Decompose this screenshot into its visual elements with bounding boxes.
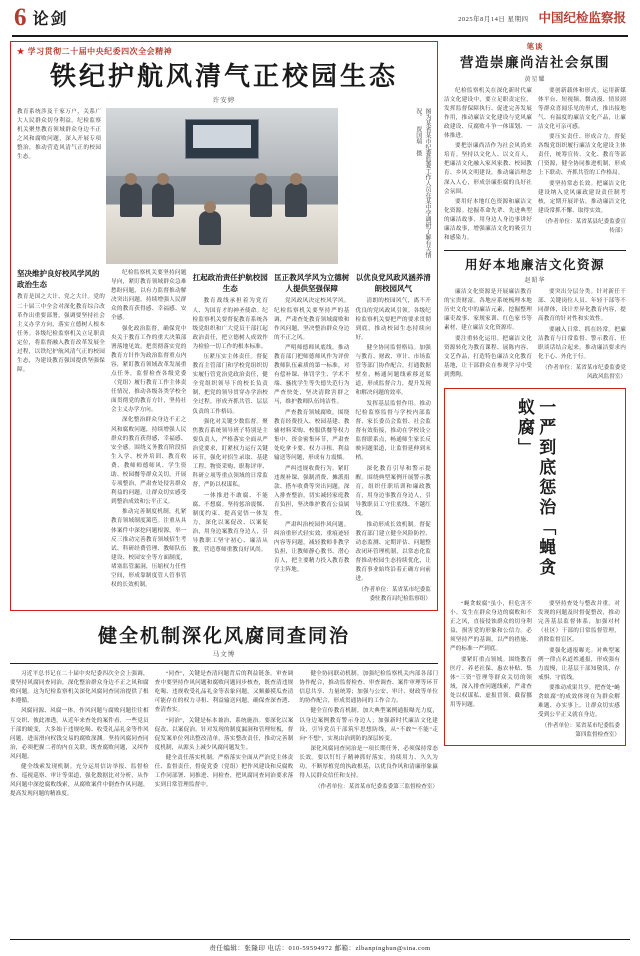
right-a3-title-wrap <box>450 394 620 600</box>
page-number: 6 <box>14 3 27 31</box>
paragraph: 严肃纠治校园作风问题。纠治重形式轻实效、重痕迹轻内容等问题，减轻教师非教学负担，让教师静心教书、潜心育人，把主要精力投入教育教学主阵地。 <box>274 521 350 573</box>
page-body <box>10 41 630 931</box>
paragraph: “蝇贪蚁腐”虽小，但危害不小。发生在群众身边的腐败和不正之风，直接侵蚀群众的切身利益，损害党的形象和公信力。必须坚持严的基调，以严的措施、严的标准一严到底。 <box>450 600 532 653</box>
paragraph: “同治”，关键是标本兼治、系统施治。要深化以案促改、以案促治，针对发现的制度漏洞和管理短板，督促发案单位列出整改清单，落实整改责任，推动完善制度机制，从源头上减少风腐问题发生。 <box>154 717 294 751</box>
paragraph: 要注重转化运用。把廉洁文化资源转化为教育课程、展陈内容、文艺作品，打造特色廉洁文化教育基地，让干部群众在参观学习中受到熏陶。 <box>444 335 532 379</box>
right-a1-columns <box>444 87 626 245</box>
lead-photo-caption: 教育系统涉及千家万户，关系广大人民群众切身利益。纪检监察机关聚焦教育领域群众身边不正之风和腐败问题，深入开展专项整治，推动营造风清气正的校园生态。 <box>17 108 102 160</box>
paragraph: 要强化通报曝光。对典型案例一律点名道姓通报，形成强有力震慢，让基层干部知敬畏、存戒惧、守底线。 <box>538 647 620 681</box>
paragraph: 一体推进不敢腐、不能腐、不想腐。坚持惩治震慑、制度约束、提高觉悟一体发力，深化以案促改、以案促治，用身边案教育身边人，引导教职工坚守初心、廉洁从教，营造尊师重教良好风尚。 <box>192 492 268 554</box>
paragraph: 健全线索发现机制。充分运用信访举报、监督检查、巡视巡察、审计等渠道，强化数据比对分析，从作风问题中深挖腐败线索，从腐败案件中倒查作风问题，提高发现问题的精准度。 <box>10 764 149 798</box>
paragraph: 严明师德师风底线。推动教育部门把师德师风作为评价教师队伍素质的第一标准，对有偿补课、体罚学生、学术不端、骚扰学生等失德失范行为严查快处，坚决清除害群之马，维护教师队伍纯洁性。 <box>274 345 350 406</box>
right-a2-col-2 <box>538 288 626 382</box>
paragraph: 风腐同源、风腐一体，作风问题与腐败问题往往相互交织、彼此渗透。从近年来查处的案件看，一些党员干部的蜕变，大多始于违规吃喝、收受礼品礼金等作风问题，进而滑向权钱交易的腐败深渊。坚持风腐同查同治，必须把握二者的内在关联，既查腐败问题，又纠作风问题。 <box>10 708 149 760</box>
lead-kicker <box>17 46 431 57</box>
paragraph: 健全协同监督格局。加强与教育、财政、审计、市场监管等部门协作配合，打通数据壁垒，畅通问题线索移送渠道，形成监督合力，提升发现和解决问题的效率。 <box>355 345 431 397</box>
paragraph: 发挥基层监督作用。推动纪检监察监督与学校内部监督、家长委员会监督、社会监督有效衔接，推动在学校设立监督联系点，畅通师生家长反映问题渠道，让监督延伸到末梢。 <box>355 400 431 462</box>
paragraph: 健全宣传教育机制。加大典型案例通报曝光力度，以身边案例教育警示身边人；加强新时代廉洁文化建设，引导党员干部筑牢思想防线，从“不敢”“不能”走向“不想”，实现由治到防的深层转变。 <box>299 708 439 742</box>
publication-date: 2025年8月14日 星期四 <box>458 16 529 23</box>
paragraph: 习近平总书记在二十届中央纪委四次全会上强调，要坚持风腐同查同治，深化整治群众身边不正之风和腐败问题。这为纪检监察机关深化风腐同查同治提供了根本遵循。 <box>10 670 149 704</box>
essay-label <box>444 41 626 52</box>
right-a3-col-2 <box>538 600 620 740</box>
right-column <box>444 41 626 931</box>
paragraph: 党风政风决定校风学风。纪检监察机关要坚持严的基调，严肃查处教育领域腐败和作风问题，坚决整治群众身边的不正之风。 <box>274 298 350 341</box>
paragraph: 压紧压实主体责任。督促教育主管部门和学校党组织切实履行管党治党政治责任，健全党组织领导下的校长负责制，把党的领导贯穿办学治校全过程，形成齐抓共管、层层负责的工作格局。 <box>192 354 268 415</box>
paragraph: 要坚持查处与整改并重。对发现的问题及时督促整改，推动完善基层监督体系，加强对村（社区）干部的日常监督管理，消除监督盲区。 <box>538 600 620 644</box>
paragraph: “同查”，关键是查清问题背后的利益链条。审查调查中要坚持作风问题和腐败问题同步核查，既查清违规吃喝、违规收受礼品礼金等表象问题，又顺藤摸瓜查清可能存在的权力寻租、利益输送问题，确保查深查透、查清查实。 <box>154 670 294 713</box>
lead-photo <box>106 108 338 264</box>
paragraph: 要融入日常、抓在经常。把廉洁教育与日常监督、警示教育、任职谈话结合起来，推动廉洁要求内化于心、外化于行。 <box>538 326 626 360</box>
lead-subhead-3: 以优良党风政风涵养清朗校园风气 <box>355 272 431 293</box>
paragraph: 推动形成长效机制。督促教育部门建立健全风险防控、动态监测、定期评估、问题整改闭环管理机制，以常态化监督推动校园生态持续优化，让教育事业始终沿着正确方向前进。 <box>355 521 431 582</box>
paragraph: 深化风腐同查同治是一项长期任务，必须保持常态长效。要以钉钉子精神抓好落实，持续用力、久久为功，不断厚植党的执政根基，以优良作风和清廉形象赢得人民群众信任和支持。 <box>299 746 439 780</box>
lead-intro: 教育是国之大计、党之大计。党的二十届三中全会对深化教育综合改革作出重要部署，强调要坚持社会主义办学方向，落实立德树人根本任务。各级纪检监察机关立足职责定位，将监督融入教育改革发展全过程，以铁纪护航风清气正的校园生态，为建设教育强国提供坚强保障。 <box>17 294 105 373</box>
paragraph: 纪检监察机关要坚持问题导向，紧盯教育领域群众急难愁盼问题，以有力监督推动解决突出问题，持续增强人民群众的教育获得感、幸福感、安全感。 <box>111 269 187 321</box>
page-footer: 责任编辑：张隆印 电话：010-59594972 邮箱：zlbanpinghun@sina.com <box>10 939 630 952</box>
second-byline: 马文博 <box>212 650 236 658</box>
paragraph: 健全协同联动机制。加强纪检监察机关内部各部门协作配合，推动监督检查、审查调查、案件审理等环节信息共享、力量统筹；加强与公安、审计、财政等单位的协作配合，形成贯通协同的工作合力。 <box>299 670 439 704</box>
divider <box>10 663 438 664</box>
paragraph: 健全责任落实机制。严格落实全面从严治党主体责任、监督责任，督促党委（党组）把作风建设和反腐败工作同部署、同推进、同检查，把风腐同查同治要求落实到日常管理监督中。 <box>154 755 294 789</box>
paragraph: 清朗的校园风气，离不开优良的党风政风引领。各级纪检监察机关要把严的要求贯彻到底，推动校园生态持续向好。 <box>355 298 431 341</box>
lead-article <box>10 41 438 611</box>
right-a2-col-1 <box>444 288 532 382</box>
second-signature: （作者单位：某省某市纪委监委第三监督检查室） <box>314 784 439 791</box>
lead-kicker-label: 学习贯彻二十届中央纪委四次全会精神 <box>27 47 173 56</box>
photo-person <box>152 183 174 217</box>
photo-person <box>250 183 272 217</box>
right-a1-title: 营造崇廉尚洁社会氛围 <box>460 55 610 70</box>
paragraph: 严查教育领域腐败。围绕教育经费投入、校园基建、教辅材料采购、校服供餐等权力集中、资金密集环节，严肃查处吃拿卡要、权力寻租、利益输送等问题，形成有力震慑。 <box>274 410 350 462</box>
lead-signature: （作者单位：某省某市纪委监委驻教育局纪检监察组） <box>358 586 431 602</box>
photo-person <box>120 183 142 217</box>
section-title: 论剑 <box>32 10 69 28</box>
lead-col-3 <box>274 269 350 604</box>
paragraph: 严纠违规收费行为。紧盯违规补课、强制消费、摊派捐款、搭车收费等突出问题，深入排查整治，切实减轻家庭教育负担，坚决维护教育公益属性。 <box>274 465 350 518</box>
right-a3-signature: （作者单位：某省某市纪委监委第四监督检查室） <box>541 723 620 739</box>
second-col-1 <box>10 670 149 801</box>
paragraph: 要用好本地红色资源和廉洁文化资源。挖掘革命先辈、先进典型的廉洁故事，用身边人身边事讲好廉洁故事，增强廉洁文化的吸引力和感染力。 <box>444 199 532 242</box>
paragraph: 强化对关键少数监督。聚焦教育系统领导班子特别是主要负责人，严格落实全面从严治党要求，盯紧权力运行关键环节，强化对招生录取、基建工程、物资采购、职称评审、科研立项等重点领域的日常监督，严防以权谋私。 <box>192 419 268 489</box>
paragraph: 要突出分层分类。针对新任干部、关键岗位人员、年轻干部等不同群体，设计差异化教育内容，提高教育的针对性和实效性。 <box>538 289 626 323</box>
second-col-2 <box>155 670 294 801</box>
lead-col-1 <box>111 269 187 604</box>
right-a2-signature: （作者单位：某省某市纪委监委党风政风监督室） <box>542 364 626 380</box>
lead-photo-row <box>17 108 431 264</box>
paragraph: 深化整治群众身边不正之风和腐败问题，持续增强人民群众的教育获得感、幸福感、安全感。围绕义务教育阶段招生入学、校外培训、教育收费、教师师德师风、学生资助、校园餐等群众关切，开展专项整治，严肃查处侵害群众利益的问题，让群众切实感受到整治成效和公平正义。 <box>111 417 187 505</box>
right-a3-article <box>444 388 626 746</box>
second-headline: 健全机制深化风腐同查同治 <box>97 625 350 647</box>
right-a2-columns <box>444 288 626 382</box>
right-a2-title: 用好本地廉洁文化资源 <box>464 257 605 272</box>
right-a3-title: 一严到底惩治「蝇贪蚁腐」 <box>515 397 556 578</box>
lead-subhead-2: 匡正教风学风为立德树人提供坚强保障 <box>274 272 350 293</box>
photo-person <box>199 211 221 245</box>
paragraph: 要推动成果共享。把查处“蝇贪蚁腐”的成效体现在为群众解难题、办实事上，让群众切实感受到公平正义就在身边。 <box>538 685 620 719</box>
paper-logo: 中国纪检监察报 <box>538 11 626 25</box>
left-column <box>10 41 438 931</box>
right-a1-byline: 黄星耀 <box>524 76 546 83</box>
paragraph: 要创新载体和形式。运用新媒体平台、短视频、微动漫、情景剧等群众喜闻乐见的形式，推出接地气、有温度的廉洁文化产品，让廉洁文化可亲可感。 <box>538 87 626 130</box>
lead-col-4 <box>356 269 432 604</box>
lead-subhead-0: 坚决维护良好校风学风的政治生态 <box>17 268 100 289</box>
photo-person <box>285 183 307 217</box>
lead-photo-wrap <box>106 108 338 264</box>
second-col-3 <box>299 670 438 801</box>
divider <box>444 250 626 251</box>
paragraph: 廉洁文化资源是开展廉洁教育的宝贵财富。各地应系统梳理本地历史文化中的廉洁元素，挖掘整理廉吏故事、家规家训、红色家书等素材，建立廉洁文化资源库。 <box>444 289 532 332</box>
paragraph: 教育战线承担着为党育人、为国育才的神圣使命。纪检监察机关要督促教育系统各级党组织和广大党员干部扛起政治责任，把立德树人成效作为检验一切工作的根本标准。 <box>192 298 268 350</box>
right-a1-col-2 <box>538 87 626 245</box>
paragraph: 要坚持常态长效。把廉洁文化建设纳入党风廉政建设责任制考核，定期开展评估，推动廉洁文化建设常抓不懈、取得实效。 <box>538 181 626 215</box>
lead-headline: 铁纪护航风清气正校园生态 <box>49 62 398 91</box>
right-a1-signature: （作者单位：某省某县纪委监委宣传部） <box>542 219 626 235</box>
paragraph: 要压实责任、形成合力。督促各级党组织履行廉洁文化建设主体责任，统筹宣传、文化、教育等部门资源，健全协同推进机制，形成上下联动、齐抓共管的工作格局。 <box>538 134 626 177</box>
lead-photo-credit: 图为某省某市纪委监委工作人员在某中学调研了解有关情况。 贾国瑞 摄 <box>414 107 430 258</box>
paragraph: 要把崇廉尚洁作为社会风尚来培育。坚持以文化人、以文育人，把廉洁文化融入家风家教、校园教育、乡风文明建设，推动廉洁理念深入人心，形成崇廉拒腐的良好社会氛围。 <box>444 143 532 195</box>
paragraph: 推动完善制度机制，扎紧教育领域制度篱笆。注重从具体案件中深挖问题根源，举一反三推动完善教育领域招生考试、科研经费管理、教师队伍建设、校园安全等方面制度，堵塞监管漏洞，压缩权力任性空间，形成靠制度管人管事管权的长效机制。 <box>111 509 187 588</box>
lead-col-2 <box>193 269 269 604</box>
right-a1-col-1 <box>444 87 532 245</box>
paragraph: 要紧盯重点领域。围绕教育医疗、养老社保、惠农补贴、集体“三资”管理等群众关切的领域，深入排查问题线索，严肃查处以权谋私、虚报冒领、截留挪用等问题。 <box>450 656 532 708</box>
masthead-rule <box>12 35 628 37</box>
right-a3-columns <box>450 600 620 740</box>
lead-byline: 许安婷 <box>212 96 236 104</box>
right-a2-byline: 赵昭华 <box>524 278 546 285</box>
essay-label-text: 笔谈 <box>526 42 544 51</box>
lead-left-text <box>17 108 101 162</box>
star-icon: ★ <box>17 47 25 56</box>
second-article <box>10 621 438 801</box>
lead-subhead-1: 扛起政治责任护航校园生态 <box>192 272 268 293</box>
paragraph: 强化政治监督，确保党中央关于教育工作的重大决策部署落地见效。把贯彻落实党的教育方针作为政治监督重点内容，紧盯教育领域改革发展重点任务，监督检查各级党委（党组）履行教育工作主体责任情况，推动各级各类学校全面贯彻党的教育方针，坚持社会主义办学方向。 <box>111 325 187 413</box>
paragraph: 纪检监察机关在深化新时代廉洁文化建设中，要立足职责定位，发挥监督保障执行、促进完善发展作用，推动廉洁文化建设与党风廉政建设、反腐败斗争一体谋划、一体推进。 <box>444 87 532 139</box>
right-a3-col-1 <box>450 600 532 740</box>
second-columns <box>10 670 438 801</box>
masthead-right <box>458 8 626 26</box>
paragraph: 深化教育引导和警示提醒。围绕典型案例开展警示教育，组织任职培训和廉政教育，用身边事教育身边人，引导教职员工守住底线、不越红线。 <box>355 465 431 518</box>
photo-screen <box>185 119 259 160</box>
masthead <box>10 0 630 34</box>
